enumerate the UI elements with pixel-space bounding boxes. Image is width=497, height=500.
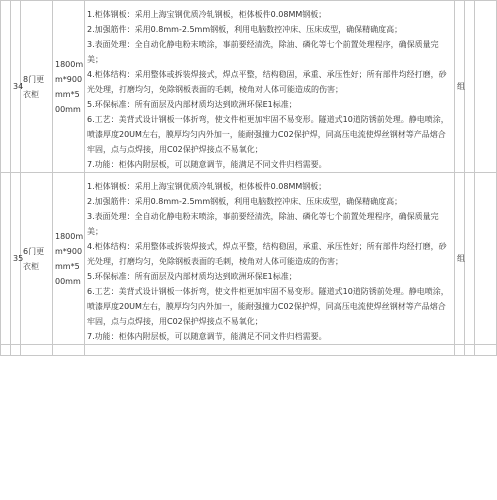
- description-line: 5.环保标准：所有面层及内部材质均达到欧洲环保E1标准；: [87, 100, 297, 109]
- row-left-cell: [1, 173, 11, 345]
- empty-cell: [85, 345, 455, 356]
- remarks-cell: [475, 173, 497, 345]
- quantity-cell: [465, 173, 475, 345]
- description-line: 4.柜体结构：采用整体或拆装焊接式，焊点平整，结构稳固，承重、承压性好；所有部件均经打磨，砂光处理，打磨均匀，免除钢板表面的毛刺，棱角对人体可能造成的伤害；: [87, 242, 447, 266]
- product-name: 8门更衣柜: [21, 1, 53, 173]
- product-name: 6门更衣柜: [21, 173, 53, 345]
- unit-cell: 组: [455, 173, 465, 345]
- empty-cell: [475, 345, 497, 356]
- table-body: [1, 1, 497, 356]
- description-line: 7.功能：柜体内附层板，可以随意调节，能满足不同文件归档需要。: [87, 332, 327, 341]
- description-line: 2.加强筋件：采用0.8mm-2.5mm钢板，利用电脑数控冲床、压床成型，确保精确度高；: [87, 25, 403, 34]
- description-line: 3.表面处理：全自动化静电粉末喷涂，事前要经清洗，除油、磷化等七个前置处理程序，确保质量完美；: [87, 212, 439, 236]
- empty-cell: [11, 345, 21, 356]
- empty-cell: [465, 345, 475, 356]
- empty-cell: [1, 345, 11, 356]
- description-line: 1.柜体钢板：采用上海宝钢优质冷轧钢板，柜体板件0.08MM钢板；: [87, 10, 327, 19]
- product-description: [85, 1, 455, 173]
- table-row: [1, 173, 497, 345]
- next-table-row: [1, 345, 497, 356]
- empty-cell: [53, 345, 85, 356]
- description-line: 6.工艺：美背式设计钢板一体折弯，使文件柜更加牢固不易变形。隧道式10道防锈前处理。静电喷涂，喷漆厚度20UM左右，膜厚均匀内外加一，能耐强撞力C02保护焊，同高压电流使焊丝钢材等产品熔合牢固，点与点焊接，用C02保护焊接点不易氧化；: [87, 115, 449, 154]
- remarks-cell: [475, 1, 497, 173]
- description-line: 7.功能：柜体内附层板，可以随意调节，能满足不同文件归档需要。: [87, 160, 327, 169]
- description-line: 6.工艺：美背式设计钢板一体折弯，使文件柜更加牢固不易变形。隧道式10道防锈前处理。静电喷涂，喷漆厚度20UM左右，膜厚均匀内外加一，能耐强撞力C02保护焊，同高压电流使焊丝钢材等产品熔合牢固，点与点焊接，用C02保护焊接点不易氧化；: [87, 287, 449, 326]
- product-description: [85, 173, 455, 345]
- table-row: [1, 1, 497, 173]
- row-index: 34: [11, 1, 21, 173]
- row-left-cell: [1, 1, 11, 173]
- description-line: 1.柜体钢板：采用上海宝钢优质冷轧钢板，柜体板件0.08MM钢板；: [87, 182, 327, 191]
- description-line: 3.表面处理：全自动化静电粉末喷涂，事前要经清洗，除油、磷化等七个前置处理程序，确保质量完美；: [87, 40, 439, 64]
- product-dimensions: 1800mm*900mm*500mm: [53, 173, 85, 345]
- quantity-cell: [465, 1, 475, 173]
- description-line: 2.加强筋件：采用0.8mm-2.5mm钢板，利用电脑数控冲床、压床成型，确保精确度高；: [87, 197, 403, 206]
- description-line: 5.环保标准：所有面层及内部材质均达到欧洲环保E1标准；: [87, 272, 297, 281]
- empty-cell: [455, 345, 465, 356]
- empty-cell: [21, 345, 53, 356]
- row-index: 35: [11, 173, 21, 345]
- product-dimensions: 1800mm*900mm*500mm: [53, 1, 85, 173]
- description-line: 4.柜体结构：采用整体或拆装焊接式，焊点平整，结构稳固，承重、承压性好；所有部件均经打磨，砂光处理，打磨均匀，免除钢板表面的毛刺，棱角对人体可能造成的伤害；: [87, 70, 447, 94]
- unit-cell: 组: [455, 1, 465, 173]
